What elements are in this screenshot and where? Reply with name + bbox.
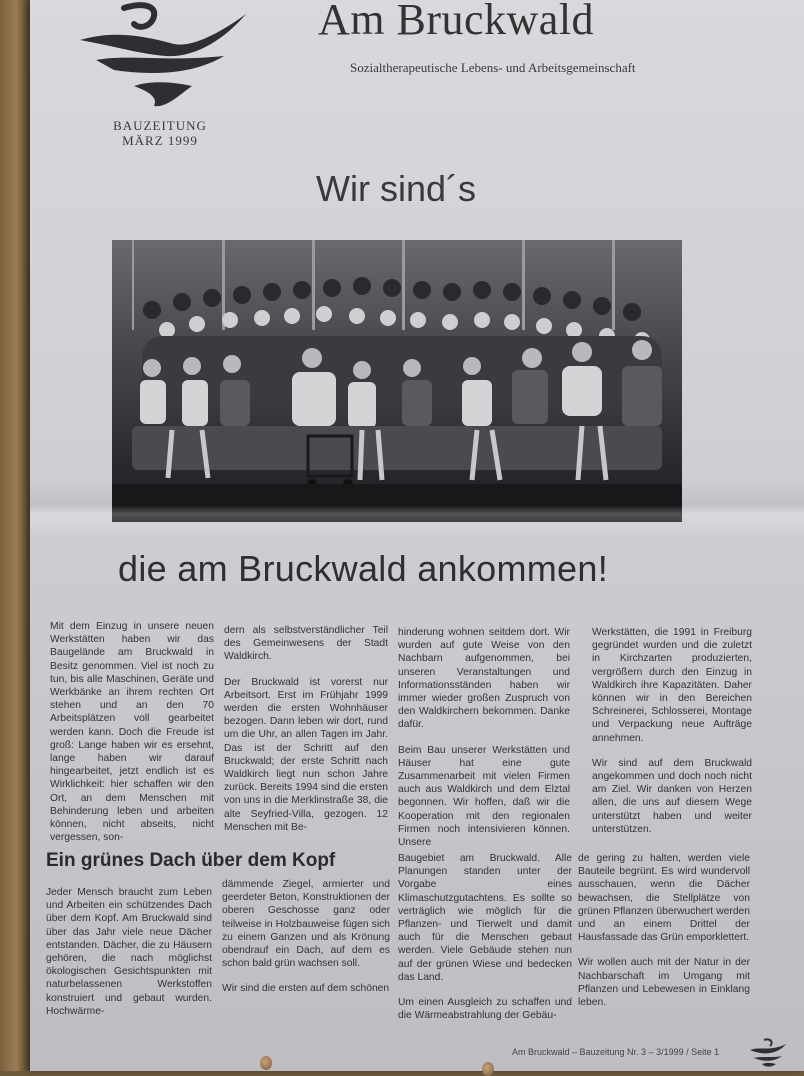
article2-column-4 xyxy=(578,852,750,1021)
article2-col1-text: Jeder Mensch braucht zum Leben und Arbeiten ein schützendes Dach über dem Kopf. Am Bruckwald sind über das Jahr viele neue Dächer entstanden. Dächer, die zu Häusern gehören, die nach möglichst ökologischen Gesichtspunkten mit naturbelassenen Werkstoffen konstruiert und gebaut wurden. Hochwärme- xyxy=(46,887,212,1017)
article2-col2-para2: Wir sind die ersten auf dem schönen xyxy=(222,983,390,995)
article1-col4-para1: Werkstätten, die 1991 in Freiburg gegründet wurden und die zuletzt in Kirchzarten produzierten, vergrößern durch den Einzug in Waldkirch ihre Kapazitäten. Daher können wir in den Bereichen Schreinerei, Schlosserei, Montage und Verpackung neue Aufträge annehmen. xyxy=(592,627,752,744)
article1-col4-para2: Wir sind auf dem Bruckwald angekommen und doch noch nicht am Ziel. Wir danken von Herzen allen, die uns auf diesem Wege unterstützt haben und weiter unterstützen. xyxy=(592,757,752,835)
edition-label xyxy=(100,118,220,148)
masthead-title: Am Bruckwald xyxy=(318,0,595,44)
small-figure-logo xyxy=(748,1038,788,1068)
article2-column-1 xyxy=(46,886,212,1030)
article2-column-3 xyxy=(398,852,572,1034)
article1-column-2 xyxy=(224,624,388,846)
article2-heading: Ein grünes Dach über dem Kopf xyxy=(46,850,336,871)
article2-column-2 xyxy=(222,878,390,1008)
article2-col2-para1: dämmende Ziegel, armierter und geerdeter Beton, Konstruktionen der oberen Geschosse ganz oder teilweise in Holzbauweise fügen sich zu einem Ganzen und als Krönung obendrauf ein Dach, auf dem es schon bald grün wachsen soll. xyxy=(222,879,390,970)
stylized-figure-logo xyxy=(74,0,254,112)
masthead-subtitle: Sozialtherapeutische Lebens- und Arbeitsgemeinschaft xyxy=(350,60,636,75)
article1-column-4 xyxy=(592,626,752,848)
article1-column-1 xyxy=(50,620,214,856)
article1-col1-text: Mit dem Einzug in unsere neuen Werkstätten haben wir das Baugelände am Bruckwald in Besitz genommen. Viel ist noch zu tun, bis alle Maschinen, Geräte und Werkbänke an ihrem rechten Ort stehen und an den 70 Arbeitsplätzen voll gearbeitet werden kann. Doch die Freude ist groß: Lange haben wir es ersehnt, lange haben wir darauf hingearbeitet, jetzt endlich ist es Wirklichkeit: hier schaffen wir den Ort, an dem Menschen mit Behinderung leben und arbeiten können, nicht abseits, nicht vergessen, son- xyxy=(50,621,214,844)
article2-col4-para1: de gering zu halten, werden viele Bauteile begrünt. Es wird wundervoll ausschauen, wenn die Dächer bewachsen, die Stellplätze von grünen Pflanzen überwuchert werden und an einem Drittel der Hausfassade das Grün emporklettert. xyxy=(578,853,750,944)
newspaper-page xyxy=(30,0,804,1071)
article1-col2-para1: dern als selbstverständlicher Teil des Gemeinwesens der Stadt Waldkirch. xyxy=(224,625,388,663)
article1-column-3 xyxy=(398,626,570,861)
article1-col3-para1: hinderung wohnen seitdem dort. Wir wurden auf gute Weise von den Nachbarn aufgenommen, bei unseren Veranstaltungen und Informationsständen haben wir immer wieder großen Zuspruch von den Waldkirchern bekommen. Danke dafür. xyxy=(398,627,570,731)
article1-col3-para2: Beim Bau unserer Werkstätten und Häuser hat eine gute Zusammenarbeit mit vielen Firmen auch aus Waldkirch und dem Elztal begonnen. Wir hoffen, daß wir die Kooperation mit den regionalen Firmen noch intensivieren können. Unsere xyxy=(398,744,570,849)
edition-line-1: BAUZEITUNG xyxy=(113,118,207,133)
edition-line-2: MÄRZ 1999 xyxy=(122,133,198,148)
page-footer: Am Bruckwald – Bauzeitung Nr. 3 – 3/1999 / Seite 1 xyxy=(512,1047,720,1057)
article2-col3-para1: Baugebiet am Bruckwald. Alle Planungen standen unter der Vorgabe eines Klimaschutzgutachtens. Es sollte so verträglich wie möglich für die Pflanzen- und Tierwelt und damit auch für die Menschen gebaut werden. Viele Gebäude stehen nun auf der grünen Wiese und bedecken das Land. xyxy=(398,853,572,983)
article2-col4-para2: Wir wollen auch mit der Natur in der Nachbarschaft im Umgang mit Pflanzen und Lebewesen in Einklang leben. xyxy=(578,957,750,1009)
headline-bottom: die am Bruckwald ankommen! xyxy=(118,548,609,589)
article2-col3-para2: Um einen Ausgleich zu schaffen und die Wärmeabstrahlung der Gebäu- xyxy=(398,997,572,1022)
punch-hole-left xyxy=(260,1056,272,1070)
paper-fold xyxy=(30,478,804,538)
punch-hole-right xyxy=(482,1062,494,1076)
article1-col2-para2: Der Bruckwald ist vorerst nur Arbeitsort. Erst im Frühjahr 1999 werden die ersten Wohnhäuser bezogen. Dann leben wir dort, rund um die Uhr, an allen Tagen im Jahr. Das ist der Schritt auf den Bruckwald; der erste Schritt nach Waldkirch liegt nun schon Jahre zurück. Bereits 1994 sind die ersten von uns in die Merklinstraße 38, die alte Seyfried-Villa, gezogen. 12 Menschen mit Be- xyxy=(224,676,388,833)
headline-top: Wir sind´s xyxy=(316,168,476,209)
